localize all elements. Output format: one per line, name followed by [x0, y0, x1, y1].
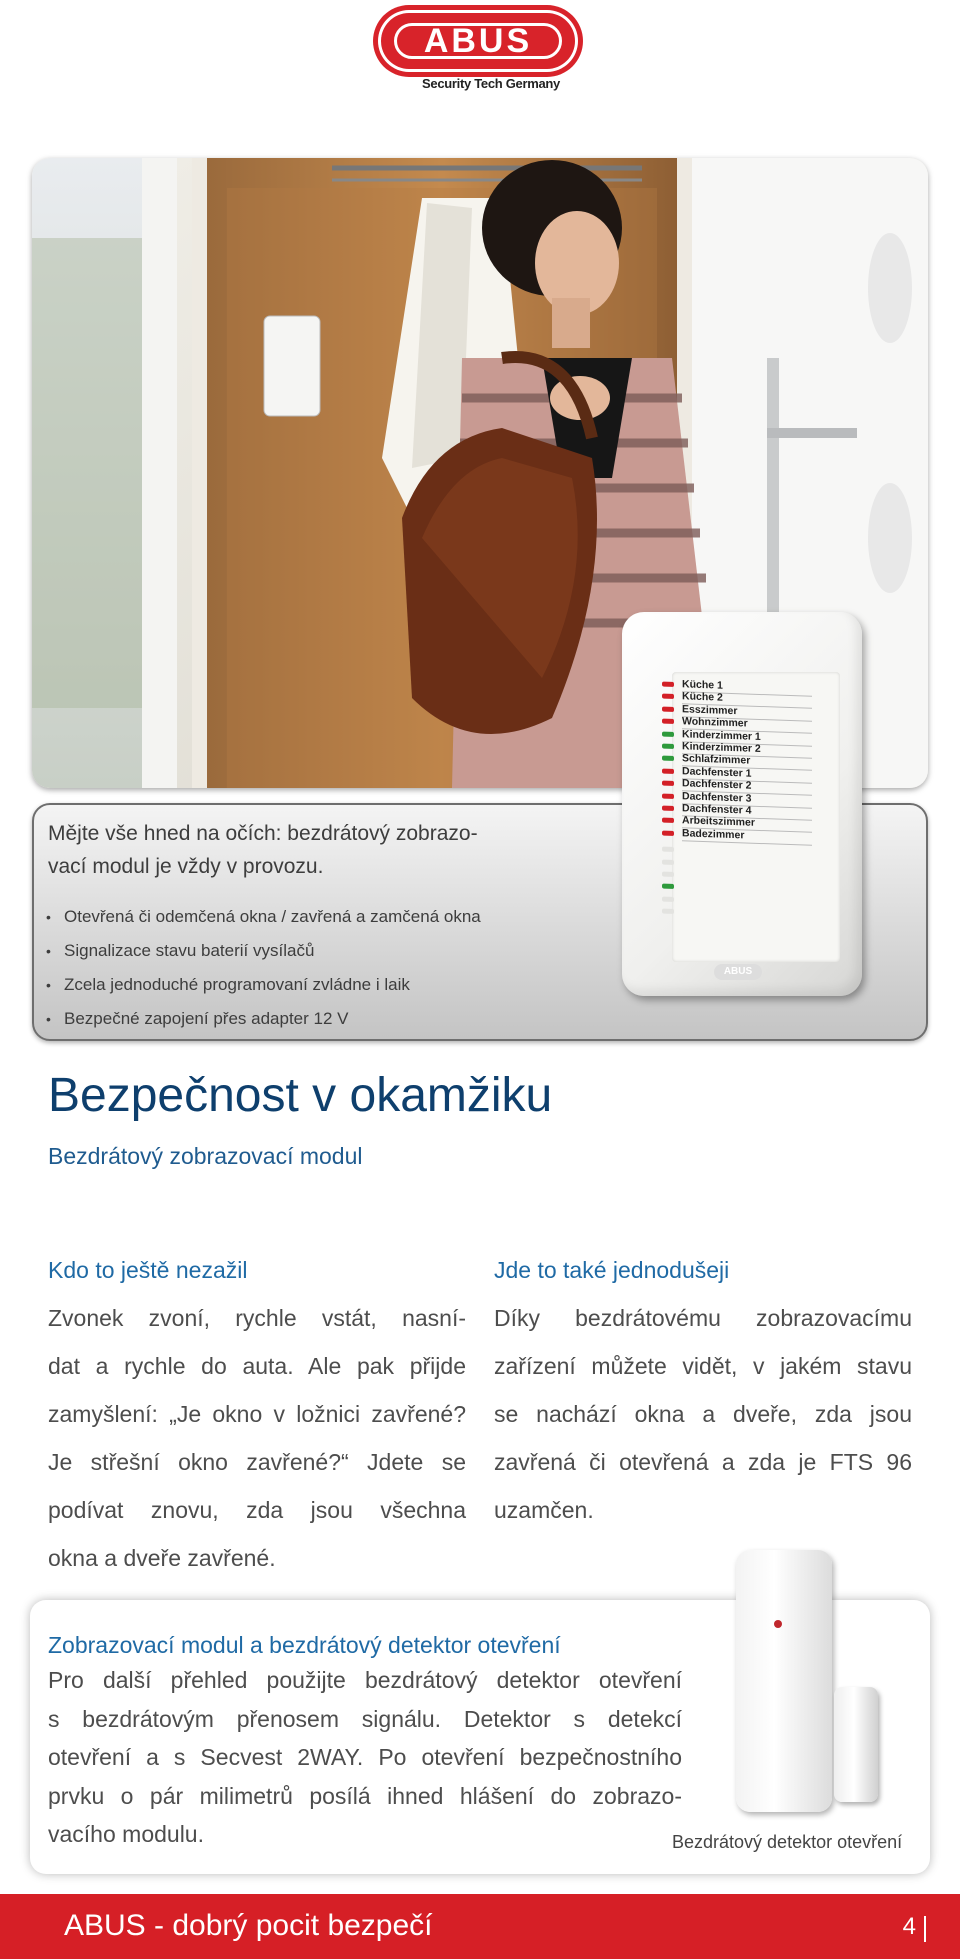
display-module-device: [622, 612, 866, 998]
status-led-icon: [662, 909, 674, 914]
feature-item: • Zcela jednoduché programovaní zvládne i laik: [44, 968, 481, 1002]
status-led-icon: [662, 694, 674, 699]
device-room-label: Esszimmer: [682, 702, 812, 722]
abus-logo: [378, 8, 584, 92]
text-line: zařízení můžete vidět, v jakém stavu: [494, 1353, 912, 1379]
status-led-icon: [662, 768, 674, 773]
status-led-icon: [662, 744, 674, 749]
device-room-label: Badezimmer: [682, 826, 812, 846]
text-line: zamyšlení: „Je okno v ložnici zavřené?: [48, 1401, 466, 1427]
status-led-icon: [662, 719, 674, 724]
device-room-label: Dachfenster 4: [682, 801, 812, 821]
page-subtitle: Bezdrátový zobrazovací modul: [48, 1143, 363, 1169]
text-line: se nachází okna a dveře, zda jsou: [494, 1401, 912, 1427]
detector-caption: Bezdrátový detektor otevření: [672, 1832, 903, 1852]
right-column-text: [494, 1294, 912, 1534]
device-room-label: Küche 1: [682, 677, 812, 697]
logo-word: ABUS: [423, 22, 533, 60]
detector-card-heading: Zobrazovací modul a bezdrátový detektor otevření: [48, 1632, 561, 1658]
page-title: Bezpečnost v okamžiku: [48, 1069, 553, 1122]
footer-bar: [0, 1894, 960, 1959]
device-room-label: Kinderzimmer 2: [682, 739, 812, 759]
device-room-label: Wohnzimmer: [682, 714, 812, 734]
text-line: Pro další přehled použijte bezdrátový detektor otevření: [48, 1667, 682, 1693]
text-line: uzamčen.: [494, 1497, 594, 1523]
detector-body: [736, 1550, 832, 1812]
status-led-icon: [662, 781, 674, 786]
wireless-opening-detector-icon: [728, 1550, 888, 1820]
detector-magnet: [834, 1687, 878, 1802]
footer-slogan: ABUS - dobrý pocit bezpečí: [64, 1909, 433, 1942]
status-led-icon: [662, 756, 674, 761]
device-room-label: Küche 2: [682, 690, 812, 710]
status-led-icon: [662, 872, 674, 877]
text-line: Zvonek zvoní, rychle vstát, nasní-: [48, 1305, 466, 1331]
device-logo: ABUS: [714, 964, 762, 980]
device-room-label: Arbeitszimmer: [682, 814, 812, 834]
detector-card-text: [48, 1661, 682, 1854]
status-led-icon: [662, 859, 674, 864]
device-room-label: Dachfenster 2: [682, 776, 812, 796]
status-led-icon: [662, 818, 674, 823]
status-led-icon: [662, 896, 674, 901]
device-room-label: Dachfenster 1: [682, 764, 812, 784]
status-led-icon: [662, 682, 674, 687]
status-led-icon: [662, 884, 674, 889]
info-lead-line-1: Mějte vše hned na očích: bezdrátový zobrazo-: [48, 822, 478, 845]
status-led-icon: [662, 830, 674, 835]
status-led-icon: [662, 847, 674, 852]
device-room-label: Schlafzimmer: [682, 752, 812, 772]
left-column-heading: Kdo to ještě nezažil: [48, 1257, 248, 1283]
logo-tagline: Security Tech Germany: [422, 76, 560, 91]
device-body: [622, 612, 862, 996]
text-line: vacího modulu.: [48, 1821, 204, 1847]
feature-item: • Otevřená či odemčená okna / zavřená a zamčená okna: [44, 900, 481, 934]
device-room-label: Kinderzimmer 1: [682, 727, 812, 747]
status-led-icon: [662, 793, 674, 798]
text-line: okna a dveře zavřené.: [48, 1545, 276, 1571]
feature-list: [44, 900, 481, 1036]
left-column-text: [48, 1294, 466, 1582]
info-lead: [48, 817, 568, 883]
logo-oval: [378, 10, 578, 72]
feature-item: • Bezpečné zapojení přes adapter 12 V: [44, 1002, 481, 1036]
status-led-icon: [662, 806, 674, 811]
status-led-icon: [662, 706, 674, 711]
text-line: s bezdrátovým přenosem signálu. Detektor s detekcí: [48, 1705, 682, 1732]
info-lead-line-2: vací modul je vždy v provozu.: [48, 855, 324, 878]
text-line: prvku o pár milimetrů posílá ihned hlášení do zobrazo-: [48, 1782, 682, 1809]
status-led-icon: [662, 731, 674, 736]
text-line: podívat znovu, zda jsou všechna: [48, 1497, 466, 1523]
device-room-label: Dachfenster 3: [682, 789, 812, 809]
text-line: Je střešní okno zavřené?“ Jdete se: [48, 1449, 466, 1475]
text-line: zavřená či otevřená a zda je FTS 96: [494, 1449, 912, 1475]
page-number: 4: [902, 1913, 916, 1940]
feature-item: • Signalizace stavu baterií vysílačů: [44, 934, 481, 968]
detector-led-icon: [774, 1620, 782, 1628]
right-column-heading: Jde to také jednodušeji: [494, 1257, 730, 1283]
text-line: Díky bezdrátovému zobrazovacímu: [494, 1305, 912, 1331]
text-line: otevření a s Secvest 2WAY. Po otevření bezpečnostního: [48, 1744, 682, 1770]
text-line: dat a rychle do auta. Ale pak přijde: [48, 1353, 466, 1379]
page-number-divider: [924, 1916, 926, 1942]
